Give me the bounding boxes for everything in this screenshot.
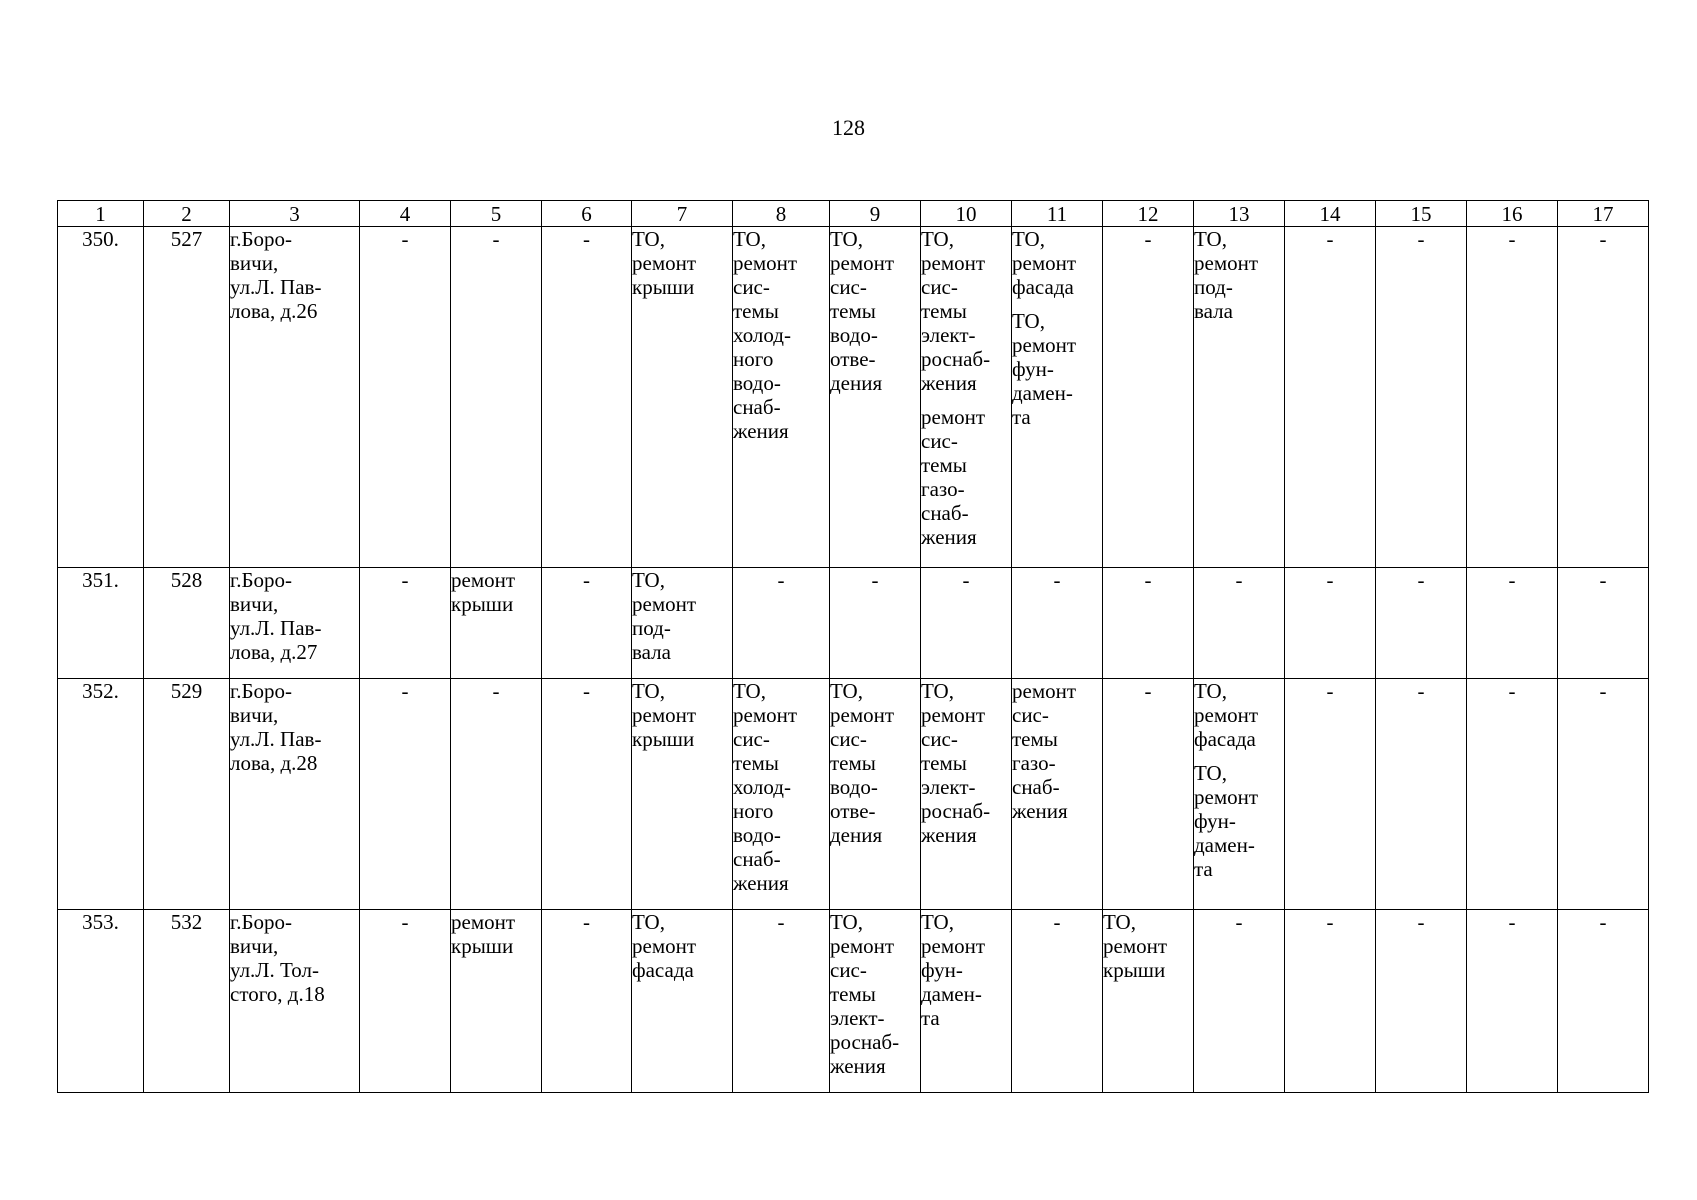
cell-text-line: ТО, [1194, 227, 1227, 251]
cell-text-line: дамен- [921, 982, 982, 1006]
table-cell: - [360, 568, 451, 679]
table-cell [921, 227, 1012, 568]
row-number-cell: 351. [58, 568, 144, 679]
cell-text-line: роснаб- [921, 799, 991, 823]
cell-text-line: ТО, [921, 910, 954, 934]
column-header: 1 [58, 201, 144, 227]
table-cell: - [1285, 568, 1376, 679]
cell-text-line: ремонт [830, 934, 895, 958]
cell-text-line: ТО, [921, 227, 954, 251]
cell-text-line: дения [830, 371, 883, 395]
cell-text-line: ТО, [1012, 309, 1045, 333]
cell-text-line: холод- [733, 775, 791, 799]
table-cell [830, 910, 921, 1093]
table-cell: - [733, 910, 830, 1093]
cell-text-line: вичи, [230, 703, 279, 727]
cell-text-line: та [921, 1006, 940, 1030]
table-cell [921, 910, 1012, 1093]
column-number-header-row [58, 201, 1649, 227]
cell-text-line: ремонт [632, 703, 697, 727]
table-cell: - [1012, 568, 1103, 679]
cell-text-line: вала [632, 640, 671, 664]
cell-text-line: ремонт [632, 251, 697, 275]
cell-text-line: ремонт [921, 934, 986, 958]
cell-text-line: крыши [1103, 958, 1166, 982]
cell-text-line: ТО, [632, 568, 665, 592]
cell-text-line: сис- [921, 727, 958, 751]
table-cell [1012, 227, 1103, 568]
cell-text-line: темы [830, 299, 876, 323]
cell-text-line: г.Боро- [230, 568, 293, 592]
table-cell: - [921, 568, 1012, 679]
cell-text-line: ремонт [1012, 679, 1077, 703]
table-row [58, 568, 1649, 679]
table-cell [632, 568, 733, 679]
cell-text-line: жения [921, 823, 977, 847]
cell-text-line: жения [1012, 799, 1068, 823]
cell-text-line: г.Боро- [230, 227, 293, 251]
cell-text-line: ремонт [921, 405, 986, 429]
cell-text-line: вичи, [230, 592, 279, 616]
cell-text-line: сис- [830, 727, 867, 751]
cell-text-line: темы [830, 982, 876, 1006]
cell-text-line: жения [733, 871, 789, 895]
cell-text-line: ремонт [921, 703, 986, 727]
cell-text-line: ул.Л. Тол- [230, 958, 319, 982]
work-schedule-table [57, 200, 1649, 1093]
cell-text-line: ремонт [830, 251, 895, 275]
cell-text-line: снаб- [733, 847, 781, 871]
cell-text-line: темы [921, 751, 967, 775]
cell-text-line: ул.Л. Пав- [230, 616, 322, 640]
table-row [58, 679, 1649, 910]
table-cell [1012, 679, 1103, 910]
table-cell: - [1103, 568, 1194, 679]
cell-text-line: сис- [830, 958, 867, 982]
cell-text-line: ремонт [830, 703, 895, 727]
cell-text-line: снаб- [733, 395, 781, 419]
table-cell: - [542, 568, 632, 679]
cell-text-line: водо- [733, 823, 781, 847]
cell-text-line: отве- [830, 347, 876, 371]
cell-text-line: жения [921, 525, 977, 549]
table-cell [830, 227, 921, 568]
cell-text-line: сис- [733, 727, 770, 751]
cell-text-line: ного [733, 799, 774, 823]
cell-text-line: ТО, [830, 910, 863, 934]
table-cell: - [1376, 910, 1467, 1093]
cell-text-line: крыши [632, 727, 695, 751]
cell-text-line: ремонт [1103, 934, 1168, 958]
column-header: 12 [1103, 201, 1194, 227]
column-header: 14 [1285, 201, 1376, 227]
cell-text-line: жения [733, 419, 789, 443]
table-cell [921, 679, 1012, 910]
work-item [1194, 761, 1284, 881]
table-cell: - [1376, 568, 1467, 679]
table-cell [1194, 679, 1285, 910]
column-header: 15 [1376, 201, 1467, 227]
cell-text-line: жения [921, 371, 977, 395]
column-header: 11 [1012, 201, 1103, 227]
column-header: 4 [360, 201, 451, 227]
table-cell [451, 568, 542, 679]
cell-text-line: ТО, [830, 227, 863, 251]
cell-text-line: ТО, [632, 227, 665, 251]
table-cell: - [830, 568, 921, 679]
cell-text-line: ремонт [733, 251, 798, 275]
cell-text-line: фун- [1012, 357, 1054, 381]
cell-text-line: сис- [830, 275, 867, 299]
cell-text-line: ул.Л. Пав- [230, 727, 322, 751]
work-item [1012, 227, 1102, 299]
table-cell: - [1285, 679, 1376, 910]
table-cell [830, 679, 921, 910]
cell-text-line: фасада [632, 958, 694, 982]
building-id-cell: 528 [144, 568, 230, 679]
cell-text-line: ремонт [733, 703, 798, 727]
table-cell: - [733, 568, 830, 679]
cell-text-line: элект- [921, 323, 976, 347]
cell-text-line: та [1012, 405, 1031, 429]
cell-text-line: ремонт [1194, 785, 1259, 809]
cell-text-line: водо- [830, 323, 878, 347]
column-header: 2 [144, 201, 230, 227]
table-cell [451, 910, 542, 1093]
table-cell: - [360, 679, 451, 910]
cell-text-line: ремонт [1012, 251, 1077, 275]
cell-text-line: жения [830, 1054, 886, 1078]
cell-text-line: ремонт [632, 592, 697, 616]
table-cell: - [1012, 910, 1103, 1093]
column-header: 9 [830, 201, 921, 227]
cell-text-line: вала [1194, 299, 1233, 323]
cell-text-line: ТО, [632, 910, 665, 934]
table-cell [1103, 910, 1194, 1093]
column-header: 5 [451, 201, 542, 227]
column-header: 17 [1558, 201, 1649, 227]
cell-text-line: фун- [1194, 809, 1236, 833]
address-cell [230, 910, 360, 1093]
address-cell [230, 568, 360, 679]
row-number-cell: 352. [58, 679, 144, 910]
cell-text-line: ТО, [1194, 761, 1227, 785]
cell-text-line: ТО, [733, 227, 766, 251]
address-cell [230, 679, 360, 910]
cell-text-line: под- [1194, 275, 1233, 299]
column-header: 10 [921, 201, 1012, 227]
table-cell: - [1376, 227, 1467, 568]
cell-text-line: дамен- [1012, 381, 1073, 405]
table-cell [632, 679, 733, 910]
cell-text-line: та [1194, 857, 1213, 881]
table-cell: - [542, 679, 632, 910]
table-row [58, 227, 1649, 568]
table-cell: - [1103, 679, 1194, 910]
cell-text-line: темы [1012, 727, 1058, 751]
cell-text-line: темы [733, 299, 779, 323]
cell-text-line: крыши [632, 275, 695, 299]
cell-text-line: фасада [1194, 727, 1256, 751]
cell-text-line: сис- [1012, 703, 1049, 727]
cell-text-line: ремонт [451, 910, 516, 934]
cell-text-line: холод- [733, 323, 791, 347]
cell-text-line: лова, д.27 [230, 640, 318, 664]
cell-text-line: лова, д.28 [230, 751, 318, 775]
column-header: 13 [1194, 201, 1285, 227]
cell-text-line: ного [733, 347, 774, 371]
cell-text-line: ремонт [1012, 333, 1077, 357]
building-id-cell: 532 [144, 910, 230, 1093]
cell-text-line: водо- [830, 775, 878, 799]
table-cell: - [1558, 910, 1649, 1093]
table-cell: - [1467, 679, 1558, 910]
cell-text-line: водо- [733, 371, 781, 395]
table-cell: - [1467, 910, 1558, 1093]
table-cell: - [1467, 227, 1558, 568]
table-cell: - [1285, 227, 1376, 568]
column-header: 8 [733, 201, 830, 227]
cell-text-line: г.Боро- [230, 679, 293, 703]
cell-text-line: фун- [921, 958, 963, 982]
table-cell [733, 679, 830, 910]
cell-text-line: ремонт [1194, 703, 1259, 727]
cell-text-line: роснаб- [830, 1030, 900, 1054]
table-cell: - [1194, 910, 1285, 1093]
cell-text-line: газо- [1012, 751, 1056, 775]
work-item [921, 405, 1011, 549]
cell-text-line: сис- [733, 275, 770, 299]
table-cell: - [1376, 679, 1467, 910]
cell-text-line: ремонт [921, 251, 986, 275]
cell-text-line: ул.Л. Пав- [230, 275, 322, 299]
cell-text-line: лова, д.26 [230, 299, 318, 323]
table-cell: - [451, 679, 542, 910]
cell-text-line: вичи, [230, 934, 279, 958]
column-header: 6 [542, 201, 632, 227]
cell-text-line: крыши [451, 934, 514, 958]
table-cell [733, 227, 830, 568]
table-cell [632, 227, 733, 568]
cell-text-line: элект- [921, 775, 976, 799]
cell-text-line: вичи, [230, 251, 279, 275]
table-cell: - [1558, 227, 1649, 568]
cell-text-line: ремонт [451, 568, 516, 592]
cell-text-line: снаб- [1012, 775, 1060, 799]
cell-text-line: фасада [1012, 275, 1074, 299]
table-cell: - [1285, 910, 1376, 1093]
page-number: 128 [832, 115, 865, 140]
cell-text-line: ТО, [830, 679, 863, 703]
table-cell: - [1467, 568, 1558, 679]
work-item [921, 227, 1011, 395]
table-cell: - [360, 227, 451, 568]
cell-text-line: темы [921, 453, 967, 477]
cell-text-line: под- [632, 616, 671, 640]
table-cell: - [451, 227, 542, 568]
cell-text-line: ТО, [733, 679, 766, 703]
table-cell: - [1194, 568, 1285, 679]
table-cell: - [1103, 227, 1194, 568]
cell-text-line: ТО, [1012, 227, 1045, 251]
building-id-cell: 529 [144, 679, 230, 910]
cell-text-line: ТО, [1103, 910, 1136, 934]
cell-text-line: стого, д.18 [230, 982, 325, 1006]
cell-text-line: сис- [921, 275, 958, 299]
cell-text-line: ремонт [632, 934, 697, 958]
building-id-cell: 527 [144, 227, 230, 568]
row-number-cell: 353. [58, 910, 144, 1093]
table-cell [632, 910, 733, 1093]
cell-text-line: ремонт [1194, 251, 1259, 275]
cell-text-line: г.Боро- [230, 910, 293, 934]
cell-text-line: темы [921, 299, 967, 323]
column-header: 3 [230, 201, 360, 227]
cell-text-line: дения [830, 823, 883, 847]
column-header: 16 [1467, 201, 1558, 227]
cell-text-line: отве- [830, 799, 876, 823]
table-cell: - [1558, 568, 1649, 679]
cell-text-line: темы [733, 751, 779, 775]
cell-text-line: темы [830, 751, 876, 775]
cell-text-line: ТО, [921, 679, 954, 703]
table-cell: - [360, 910, 451, 1093]
table-cell: - [542, 227, 632, 568]
address-cell [230, 227, 360, 568]
row-number-cell: 350. [58, 227, 144, 568]
cell-text-line: снаб- [921, 501, 969, 525]
cell-text-line: крыши [451, 592, 514, 616]
work-item [1194, 679, 1284, 751]
cell-text-line: ТО, [1194, 679, 1227, 703]
cell-text-line: сис- [921, 429, 958, 453]
table-cell [1194, 227, 1285, 568]
table-cell: - [1558, 679, 1649, 910]
table-row [58, 910, 1649, 1093]
table-cell: - [542, 910, 632, 1093]
column-header: 7 [632, 201, 733, 227]
work-item [1012, 309, 1102, 429]
cell-text-line: ТО, [632, 679, 665, 703]
cell-text-line: дамен- [1194, 833, 1255, 857]
cell-text-line: роснаб- [921, 347, 991, 371]
cell-text-line: элект- [830, 1006, 885, 1030]
cell-text-line: газо- [921, 477, 965, 501]
